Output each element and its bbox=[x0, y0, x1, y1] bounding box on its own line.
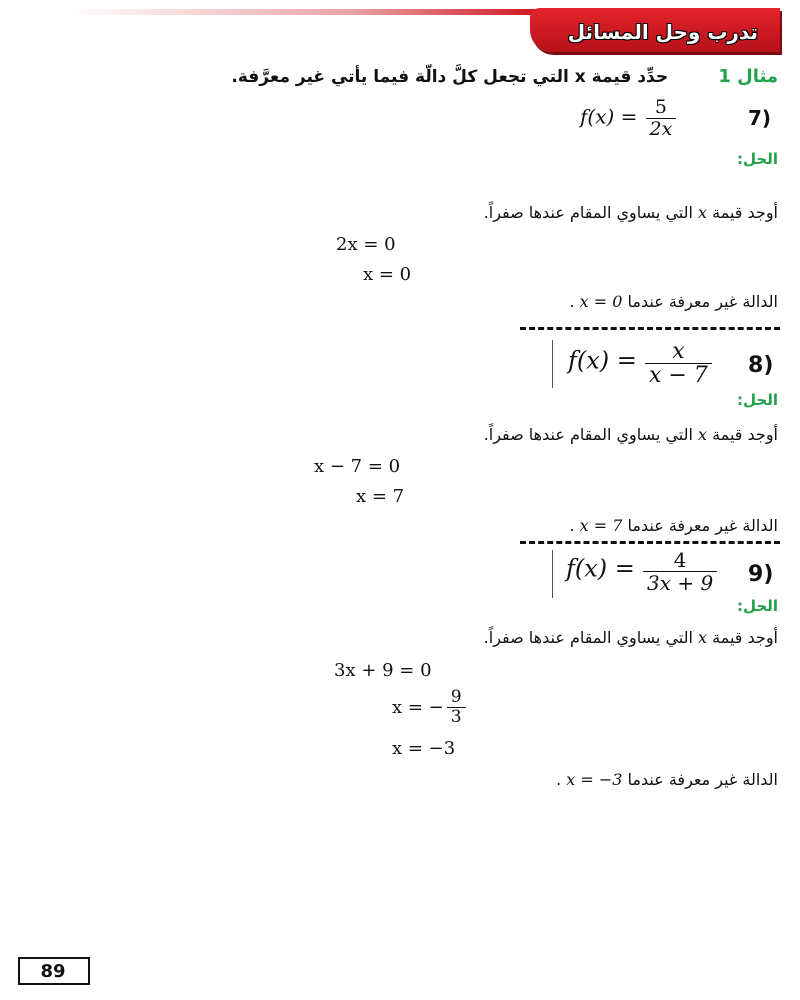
function-label: f(x) = bbox=[566, 554, 635, 583]
problem-7-function bbox=[580, 98, 679, 140]
separator bbox=[520, 327, 780, 330]
section-banner bbox=[530, 8, 780, 52]
solution-label: الحل: bbox=[737, 150, 778, 168]
separator bbox=[520, 541, 780, 544]
step-line: 3x + 9 = 0 bbox=[334, 660, 432, 681]
conclusion: الدالة غير معرفة عندما x = 7 . bbox=[569, 516, 778, 535]
problem-8-function bbox=[568, 340, 715, 388]
conclusion: الدالة غير معرفة عندما x = 0 . bbox=[569, 292, 778, 311]
solution-label: الحل: bbox=[737, 597, 778, 615]
denominator: x − 7 bbox=[645, 363, 712, 388]
problem-number: 8) bbox=[748, 353, 774, 378]
page-number: 89 bbox=[18, 957, 90, 985]
solution-label: الحل: bbox=[737, 391, 778, 409]
function-label: f(x) = bbox=[580, 104, 638, 129]
find-instruction: أوجد قيمة x التي يساوي المقام عندها صفراً. bbox=[483, 203, 778, 222]
header-rule bbox=[70, 9, 540, 15]
example-heading bbox=[18, 66, 778, 87]
conclusion: الدالة غير معرفة عندما x = −3 . bbox=[556, 770, 778, 789]
problem-number: 9) bbox=[748, 562, 774, 587]
numerator: 5 bbox=[654, 96, 667, 118]
problem-9-function bbox=[566, 550, 720, 594]
section-title: تدرب وحل المسائل bbox=[567, 20, 758, 44]
numerator: 4 bbox=[673, 548, 687, 572]
denominator: 2x bbox=[646, 118, 677, 140]
problem-number: 7) bbox=[748, 106, 772, 130]
formula-box-edge bbox=[552, 340, 553, 388]
formula-box-edge bbox=[552, 550, 553, 598]
find-instruction: أوجد قيمة x التي يساوي المقام عندها صفراً. bbox=[483, 628, 778, 647]
example-instruction: حدِّد قيمة x التي تجعل كلَّ دالّة فيما يأتي غير معرَّفة. bbox=[231, 67, 669, 87]
step-line: 2x = 0 bbox=[336, 234, 396, 255]
function-label: f(x) = bbox=[568, 346, 637, 375]
step-line: x = −3 bbox=[392, 738, 456, 759]
step-line: x = 0 bbox=[363, 264, 412, 285]
example-label: مثال 1 bbox=[718, 66, 778, 87]
denominator: 3x + 9 bbox=[643, 571, 717, 594]
step-line: x − 7 = 0 bbox=[314, 456, 401, 477]
find-instruction: أوجد قيمة x التي يساوي المقام عندها صفراً. bbox=[483, 425, 778, 444]
step-line: x = 7 bbox=[356, 486, 405, 507]
numerator: x bbox=[672, 339, 685, 364]
step-line-fraction: x = − $\frac{9}{3}$ bbox=[392, 689, 469, 727]
